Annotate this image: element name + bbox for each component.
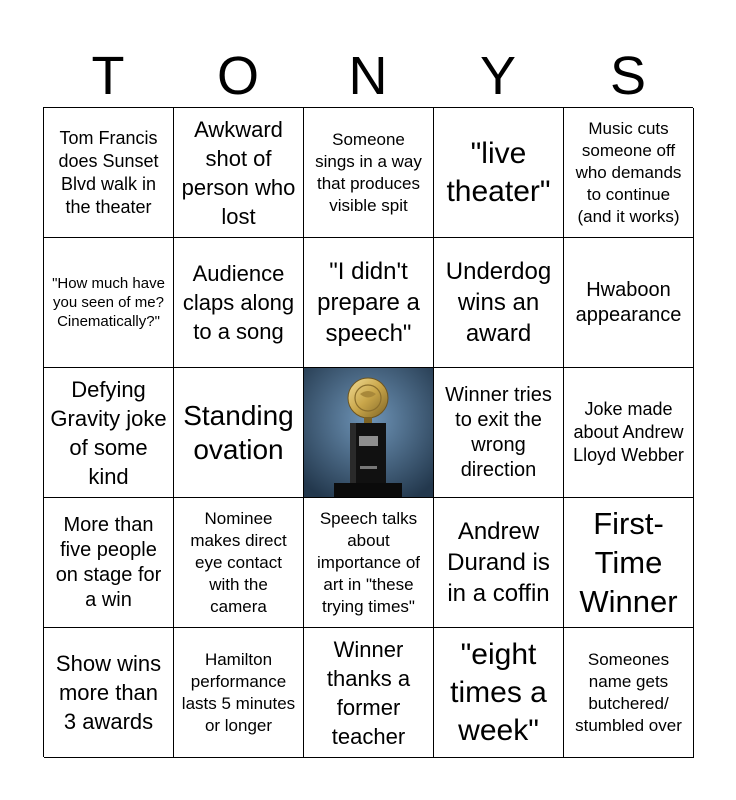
bingo-cell[interactable] (174, 368, 304, 498)
bingo-cell[interactable] (174, 628, 304, 758)
bingo-cell[interactable] (174, 498, 304, 628)
cell-text: Someones name gets butchered/ stumbled over (575, 649, 682, 735)
header-letter-t: T (91, 46, 125, 106)
bingo-header (43, 48, 693, 104)
free-space[interactable] (304, 368, 434, 498)
cell-text: "I didn't prepare a speech" (317, 258, 420, 347)
bingo-cell[interactable] (564, 108, 694, 238)
cell-text: Hwaboon appearance (575, 278, 682, 326)
bingo-cell[interactable] (304, 498, 434, 628)
bingo-board (43, 107, 693, 757)
bingo-cell[interactable] (564, 238, 694, 368)
cell-text: More than five people on stage for a win (55, 513, 162, 611)
cell-text: "eight times a week" (450, 637, 547, 747)
cell-text: Nominee makes direct eye contact with the camera (190, 508, 287, 616)
header-letter-o: O (216, 46, 259, 106)
cell-text: Defying Gravity joke of some kind (50, 376, 167, 489)
cell-text: Winner thanks a former teacher (326, 636, 411, 749)
bingo-cell[interactable] (44, 108, 174, 238)
bingo-cell[interactable] (434, 498, 564, 628)
cell-text: Standing ovation (183, 399, 294, 465)
bingo-cell[interactable] (44, 368, 174, 498)
cell-text: Speech talks about importance of art in "these trying times" (317, 508, 420, 616)
bingo-cell[interactable] (564, 368, 694, 498)
cell-text: Audience claps along to a song (182, 261, 295, 344)
bingo-cell[interactable] (44, 238, 174, 368)
bingo-cell[interactable] (434, 108, 564, 238)
header-letter-n: N (348, 46, 388, 106)
cell-text: First-Time Winner (579, 506, 678, 619)
bingo-cell[interactable] (434, 628, 564, 758)
header-letter-s: S (609, 46, 647, 106)
cell-text: Show wins more than 3 awards (55, 651, 162, 734)
header-letter-y: Y (479, 46, 517, 106)
bingo-cell[interactable] (304, 238, 434, 368)
cell-text: Tom Francis does Sunset Blvd walk in the theater (58, 127, 159, 217)
cell-text: Underdog wins an award (445, 258, 552, 347)
bingo-cell[interactable] (174, 238, 304, 368)
bingo-cell[interactable] (304, 108, 434, 238)
cell-text: Hamilton performance lasts 5 minutes or longer (181, 649, 296, 735)
bingo-cell[interactable] (44, 628, 174, 758)
cell-text: Joke made about Andrew Lloyd Webber (573, 399, 684, 465)
cell-text: Someone sings in a way that produces visible spit (315, 129, 422, 215)
bingo-cell[interactable] (564, 498, 694, 628)
cell-text: "How much have you seen of me? Cinematically?" (52, 275, 165, 330)
cell-text: Andrew Durand is in a coffin (447, 518, 550, 607)
bingo-cell[interactable] (304, 628, 434, 758)
bingo-cell[interactable] (434, 238, 564, 368)
bingo-cell[interactable] (44, 498, 174, 628)
cell-text: "live theater" (446, 136, 551, 208)
bingo-cell[interactable] (434, 368, 564, 498)
cell-text: Music cuts someone off who demands to continue (and it works) (575, 118, 682, 226)
cell-text: Winner tries to exit the wrong direction (445, 383, 552, 481)
cell-text: Awkward shot of person who lost (181, 116, 296, 229)
bingo-cell[interactable] (564, 628, 694, 758)
bingo-cell[interactable] (174, 108, 304, 238)
tony-award-trophy-image (304, 368, 433, 497)
